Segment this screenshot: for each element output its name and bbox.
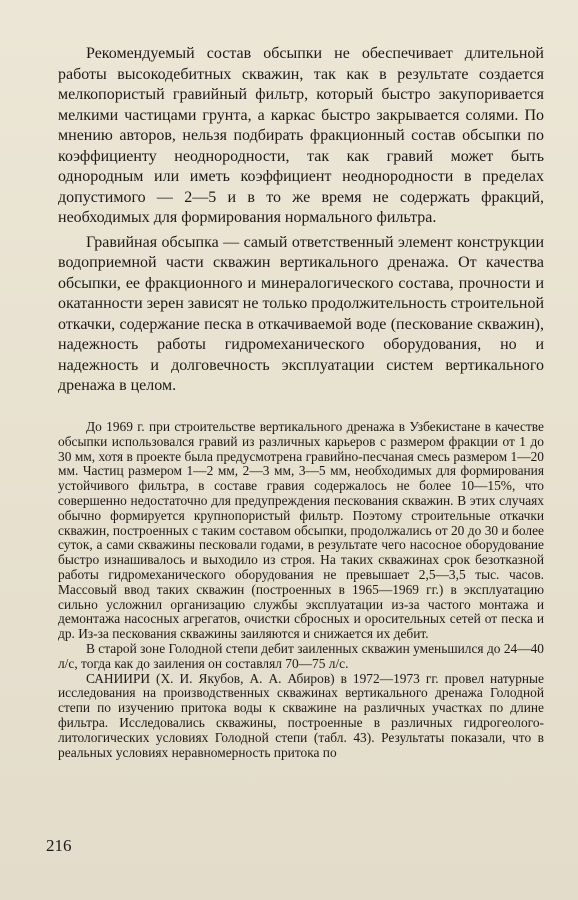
page-number: 216: [46, 836, 72, 855]
main-paragraph-2: Гравийная обсыпка — самый ответственный элемент конструкции водоприемной части скважин вертикального дренажа. От качества обсыпки, ее фракционного и минералогического состава, прочности и окатанности зерен зависят не только продолжительность строительной откачки, содержание песка в откачиваемой воде (пескование скважин), надежность работы гидромеханического оборудования, но и надежность и долговечность эксплуатации систем вертикального дренажа в целом.: [58, 233, 544, 394]
small-print-block: [58, 420, 544, 760]
main-paragraph-1: Рекомендуемый состав обсыпки не обеспечивает длительной работы высокодебитных скважин, так как в результате создается мелкопористый гравийный фильтр, который быстро закупоривается мелкими частицами грунта, а каркас быстро закрывается солями. По мнению авторов, нельзя подбирать фракционный состав обсыпки по коэффициенту неоднородности, так как гравий может быть однородным или иметь коэффициент неоднородности в пределах допустимого — 2—5 и в то же время не содержать фракций, необходимых для формирования нормального фильтра.: [58, 45, 544, 226]
small-paragraph-1: До 1969 г. при строительстве вертикального дренажа в Узбекистане в качестве обсыпки использовался гравий из различных карьеров с размером фракции от 1 до 30 мм, хотя в проекте была предусмотрена гравийно-песчаная смесь размером 1—20 мм. Частиц размером 1—2 мм, 2—3 мм, 3—5 мм, необходимых для формирования устойчивого фильтра, в составе гравия содержалось не более 10—15%, что совершенно недостаточно для предупреждения пескования скважин. В этих случаях обычно формируется крупнопористый фильтр. Поэтому строительные откачки скважин, построенных с таким составом обсыпки, продолжались от 20 до 30 и более суток, а сами скважины песковали годами, в результате чего насосное оборудование быстро изнашивалось и выходило из строя. На таких скважинах срок безотказной работы гидромеханического оборудования не превышает 2,5—3,5 тыс. часов. Массовый ввод таких скважин (построенных в 1965—1969 гг.) в эксплуатацию сильно усложнил организацию службы эксплуатации из-за частого монтажа и демонтажа насосных агрегатов, очистки сбросных и оросительных сетей от песка и др. Из-за пескования скважины заиляются и снижается их дебит.: [58, 419, 544, 642]
main-text-block: [58, 44, 544, 397]
small-paragraph-3: САНИИРИ (Х. И. Якубов, А. А. Абиров) в 1972—1973 гг. провел натурные исследования на производственных скважинах вертикального дренажа Голодной степи по изучению притока воды к скважине на различных участках по длине фильтра. Исследовались скважины, построенные в различных гидрогеолого-литологических условиях Голодной степи (табл. 43). Результаты показали, что в реальных условиях неравномерность притока по: [58, 670, 544, 760]
small-paragraph-2: В старой зоне Голодной степи дебит заиленных скважин уменьшился до 24—40 л/с, тогда как до заиления он составлял 70—75 л/с.: [58, 640, 544, 671]
